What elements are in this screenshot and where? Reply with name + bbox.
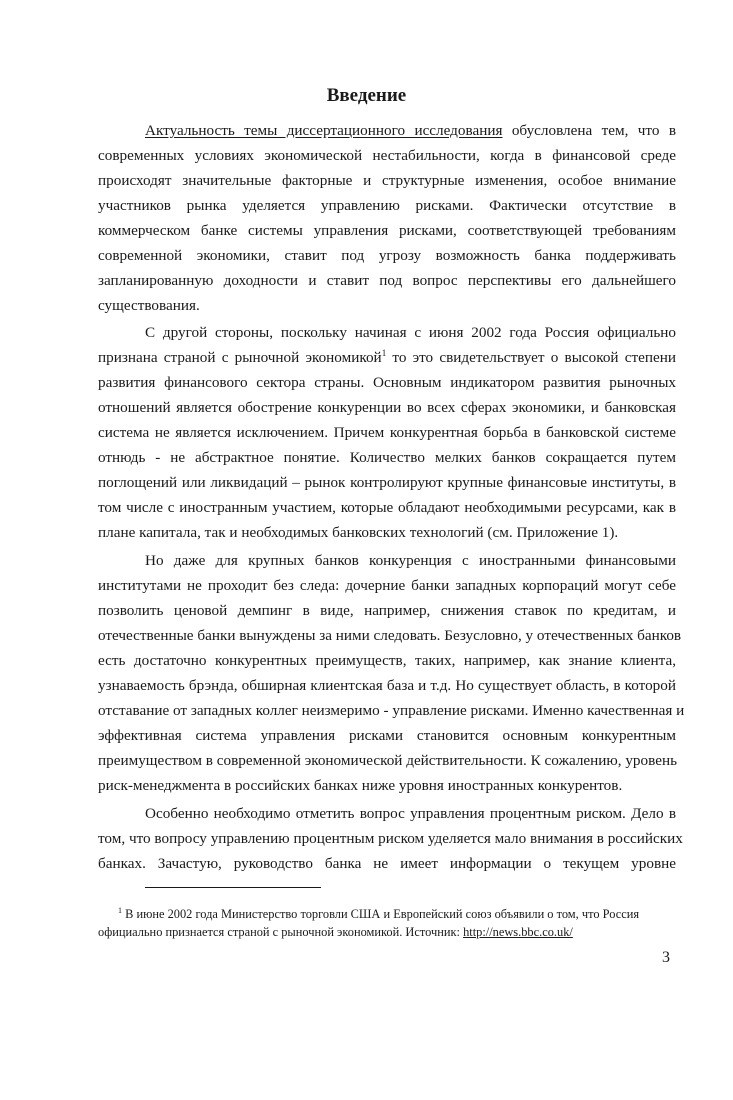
paragraph-line: признана страной с рыночной экономикой$^1$ то это свидетельствует о высокой степени bbox=[98, 347, 676, 366]
source-link[interactable]: http://news.bbc.co.uk/ bbox=[463, 925, 573, 939]
paragraph-line: том, что вопросу управлению процентным риском уделяется мало внимания в российских bbox=[98, 830, 683, 847]
paragraph-line: позволить ценовой демпинг в виде, например, снижения ставок по кредитам, и bbox=[98, 602, 676, 619]
footnote-continuation: официально признается страной с рыночной экономикой. Источник: http://news.bbc.co.uk/ bbox=[98, 925, 573, 939]
paragraph-line: Но даже для крупных банков конкуренция с иностранными финансовыми bbox=[145, 552, 676, 569]
paragraph-line: участников рынка уделяется управлению рисками. Фактически отсутствие в bbox=[98, 197, 676, 214]
paragraph-line: отнюдь - не абстрактное понятие. Количество мелких банков сокращается путем bbox=[98, 449, 676, 466]
underlined-phrase: Актуальность темы диссертационного исследования bbox=[145, 122, 503, 139]
footnote: $^1$ В июне 2002 года Министерство торговли США и Европейский союз объявили о том, что Россия bbox=[118, 905, 640, 921]
page-number: 3 bbox=[662, 949, 670, 966]
paragraph-line: отношений является обострение конкуренции во всех сферах экономики, и банковская bbox=[98, 399, 676, 416]
paragraph-line: отставание от западных коллег неизмеримо - управление рисками. Именно качественная и bbox=[98, 702, 685, 719]
paragraph-line: развития финансового сектора страны. Основным индикатором развития рыночных bbox=[98, 374, 676, 391]
paragraph-line: том числе с иностранным участием, которые обладают необходимыми ресурсами, как в bbox=[98, 499, 676, 516]
paragraph-line: узнаваемость брэнда, обширная клиентская база и т.д. Но существует область, в которой bbox=[98, 677, 676, 694]
paragraph-line: есть достаточно конкурентных преимуществ, таких, например, как знание клиента, bbox=[98, 652, 676, 669]
paragraph-line: существования. bbox=[98, 297, 200, 314]
paragraph-line: преимуществом в современной экономической действительности. К сожалению, уровень bbox=[98, 752, 677, 769]
paragraph-line: Актуальность темы диссертационного исследования обусловлена тем, что в bbox=[145, 122, 676, 139]
footnote-reference[interactable]: 1 bbox=[381, 347, 387, 358]
paragraph-line: система не является исключением. Причем конкурентная борьба в банковской системе bbox=[98, 424, 676, 441]
paragraph-line: коммерческом банке системы управления рисками, соответствующей требованиям bbox=[98, 222, 676, 239]
paragraph-line: происходят значительные факторные и структурные изменения, особое внимание bbox=[98, 172, 676, 189]
footnote-divider bbox=[145, 887, 321, 888]
paragraph-line: плане капитала, так и необходимых банковских технологий (см. Приложение 1). bbox=[98, 524, 619, 541]
paragraph-line: риск-менеджмента в российских банках ниже уровня иностранных конкурентов. bbox=[98, 777, 623, 794]
footnote-marker: 1 bbox=[118, 905, 122, 915]
paragraph-line: Особенно необходимо отметить вопрос управления процентным риском. Дело в bbox=[145, 805, 676, 822]
paragraph-line: институтами не проходит без следа: дочерние банки западных корпораций могут себе bbox=[98, 577, 676, 594]
page-title: Введение bbox=[326, 85, 407, 106]
paragraph-line: поглощений или ликвидаций – рынок контролируют крупные финансовые институты, в bbox=[98, 474, 676, 491]
paragraph-line: С другой стороны, поскольку начиная с июня 2002 года Россия официально bbox=[145, 324, 676, 341]
paragraph-line: банках. Зачастую, руководство банка не имеет информации о текущем уровне bbox=[98, 855, 676, 872]
paragraph-line: отечественные банки вынуждены за ними следовать. Безусловно, у отечественных банков bbox=[98, 627, 682, 644]
paragraph-line: эффективная система управления рисками становится основным конкурентным bbox=[98, 727, 676, 744]
paragraph-line: запланированную доходности и ставит под вопрос перспективы его дальнейшего bbox=[98, 272, 676, 289]
paragraph-line: современной экономики, ставит под угрозу возможность банка поддерживать bbox=[98, 247, 676, 264]
paragraph-line: современных условиях экономической нестабильности, когда в финансовой среде bbox=[98, 147, 676, 164]
